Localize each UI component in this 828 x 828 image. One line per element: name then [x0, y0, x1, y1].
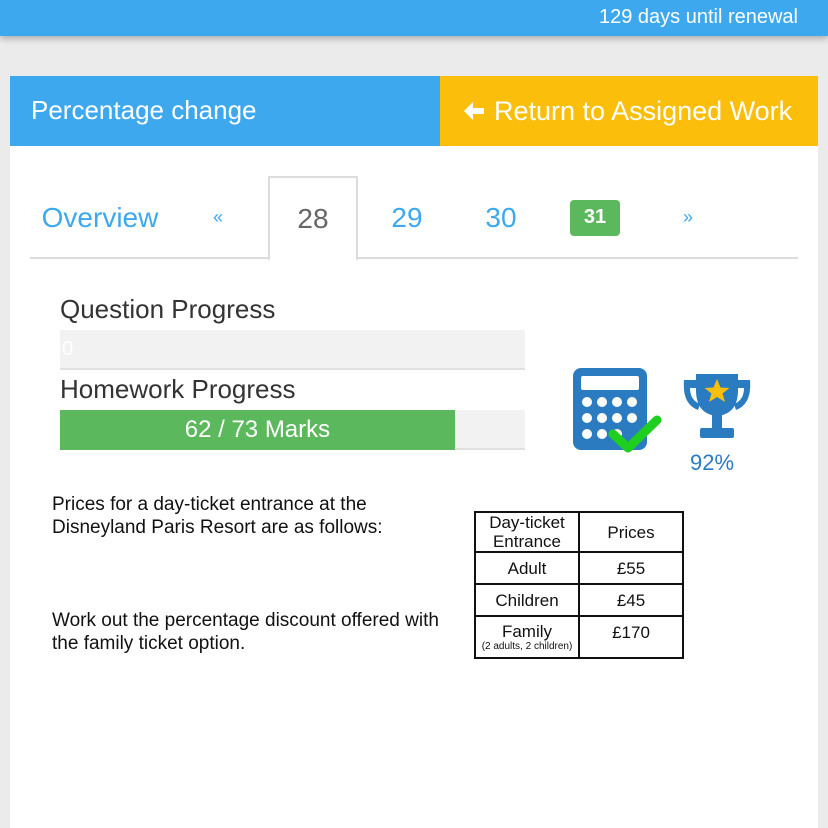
table-header-row [475, 512, 683, 552]
return-button[interactable] [440, 76, 818, 146]
table-row [475, 552, 683, 584]
table-cell: £45 [579, 584, 683, 616]
question-intro: Prices for a day-ticket entrance at the Disneyland Paris Resort are as follows: [52, 494, 383, 538]
price-table [474, 511, 684, 659]
tab-29[interactable] [362, 176, 452, 259]
tab-29-label: 29 [391, 201, 423, 233]
tab-overview-label: Overview [41, 201, 159, 233]
homework-progress-fill: 62 / 73 Marks [60, 410, 455, 450]
tab-next-label: » [682, 207, 693, 227]
tab-prev-label: « [212, 207, 223, 227]
calculator-icon [573, 368, 673, 460]
return-button-label: Return to Assigned Work [494, 95, 793, 126]
tab-30-label: 30 [485, 201, 517, 233]
card-header [10, 76, 818, 146]
table-header-cell: Prices [579, 512, 683, 552]
tab-prev[interactable] [198, 176, 238, 259]
homework-progress-label: Homework Progress [60, 374, 296, 404]
tab-28-label: 28 [297, 202, 329, 234]
question-progress-bar [60, 330, 525, 370]
table-cell: £170 [579, 616, 683, 658]
top-bar [0, 0, 828, 36]
table-cell-note: (2 adults, 2 children) [481, 641, 573, 652]
score-percent: 92% [690, 450, 735, 475]
tab-next[interactable] [668, 176, 708, 259]
tab-30[interactable] [456, 176, 546, 259]
table-cell-label: Family [501, 622, 553, 641]
table-cell: Children [475, 584, 579, 616]
table-cell: Adult [475, 552, 579, 584]
question-task: Work out the percentage discount offered with the family ticket option. [52, 610, 439, 654]
table-cell: £55 [579, 552, 683, 584]
table-row [475, 584, 683, 616]
tab-28[interactable] [268, 176, 358, 261]
arrow-left-icon [462, 99, 486, 123]
homework-progress-bar [60, 410, 525, 450]
question-progress-label: Question Progress [60, 294, 276, 324]
page-title: Percentage change [31, 95, 257, 125]
trophy-icon [678, 370, 756, 442]
table-cell [475, 616, 579, 658]
question-card [10, 76, 818, 828]
question-tabs [30, 176, 798, 259]
tab-31-badge: 31 [570, 200, 620, 236]
renewal-text: 129 days until renewal [598, 6, 798, 28]
question-progress-value: 0 [62, 338, 74, 360]
table-header-cell: Day-ticket Entrance [475, 512, 579, 552]
table-row [475, 616, 683, 658]
tab-31[interactable] [550, 176, 640, 259]
tab-overview[interactable] [30, 176, 170, 259]
